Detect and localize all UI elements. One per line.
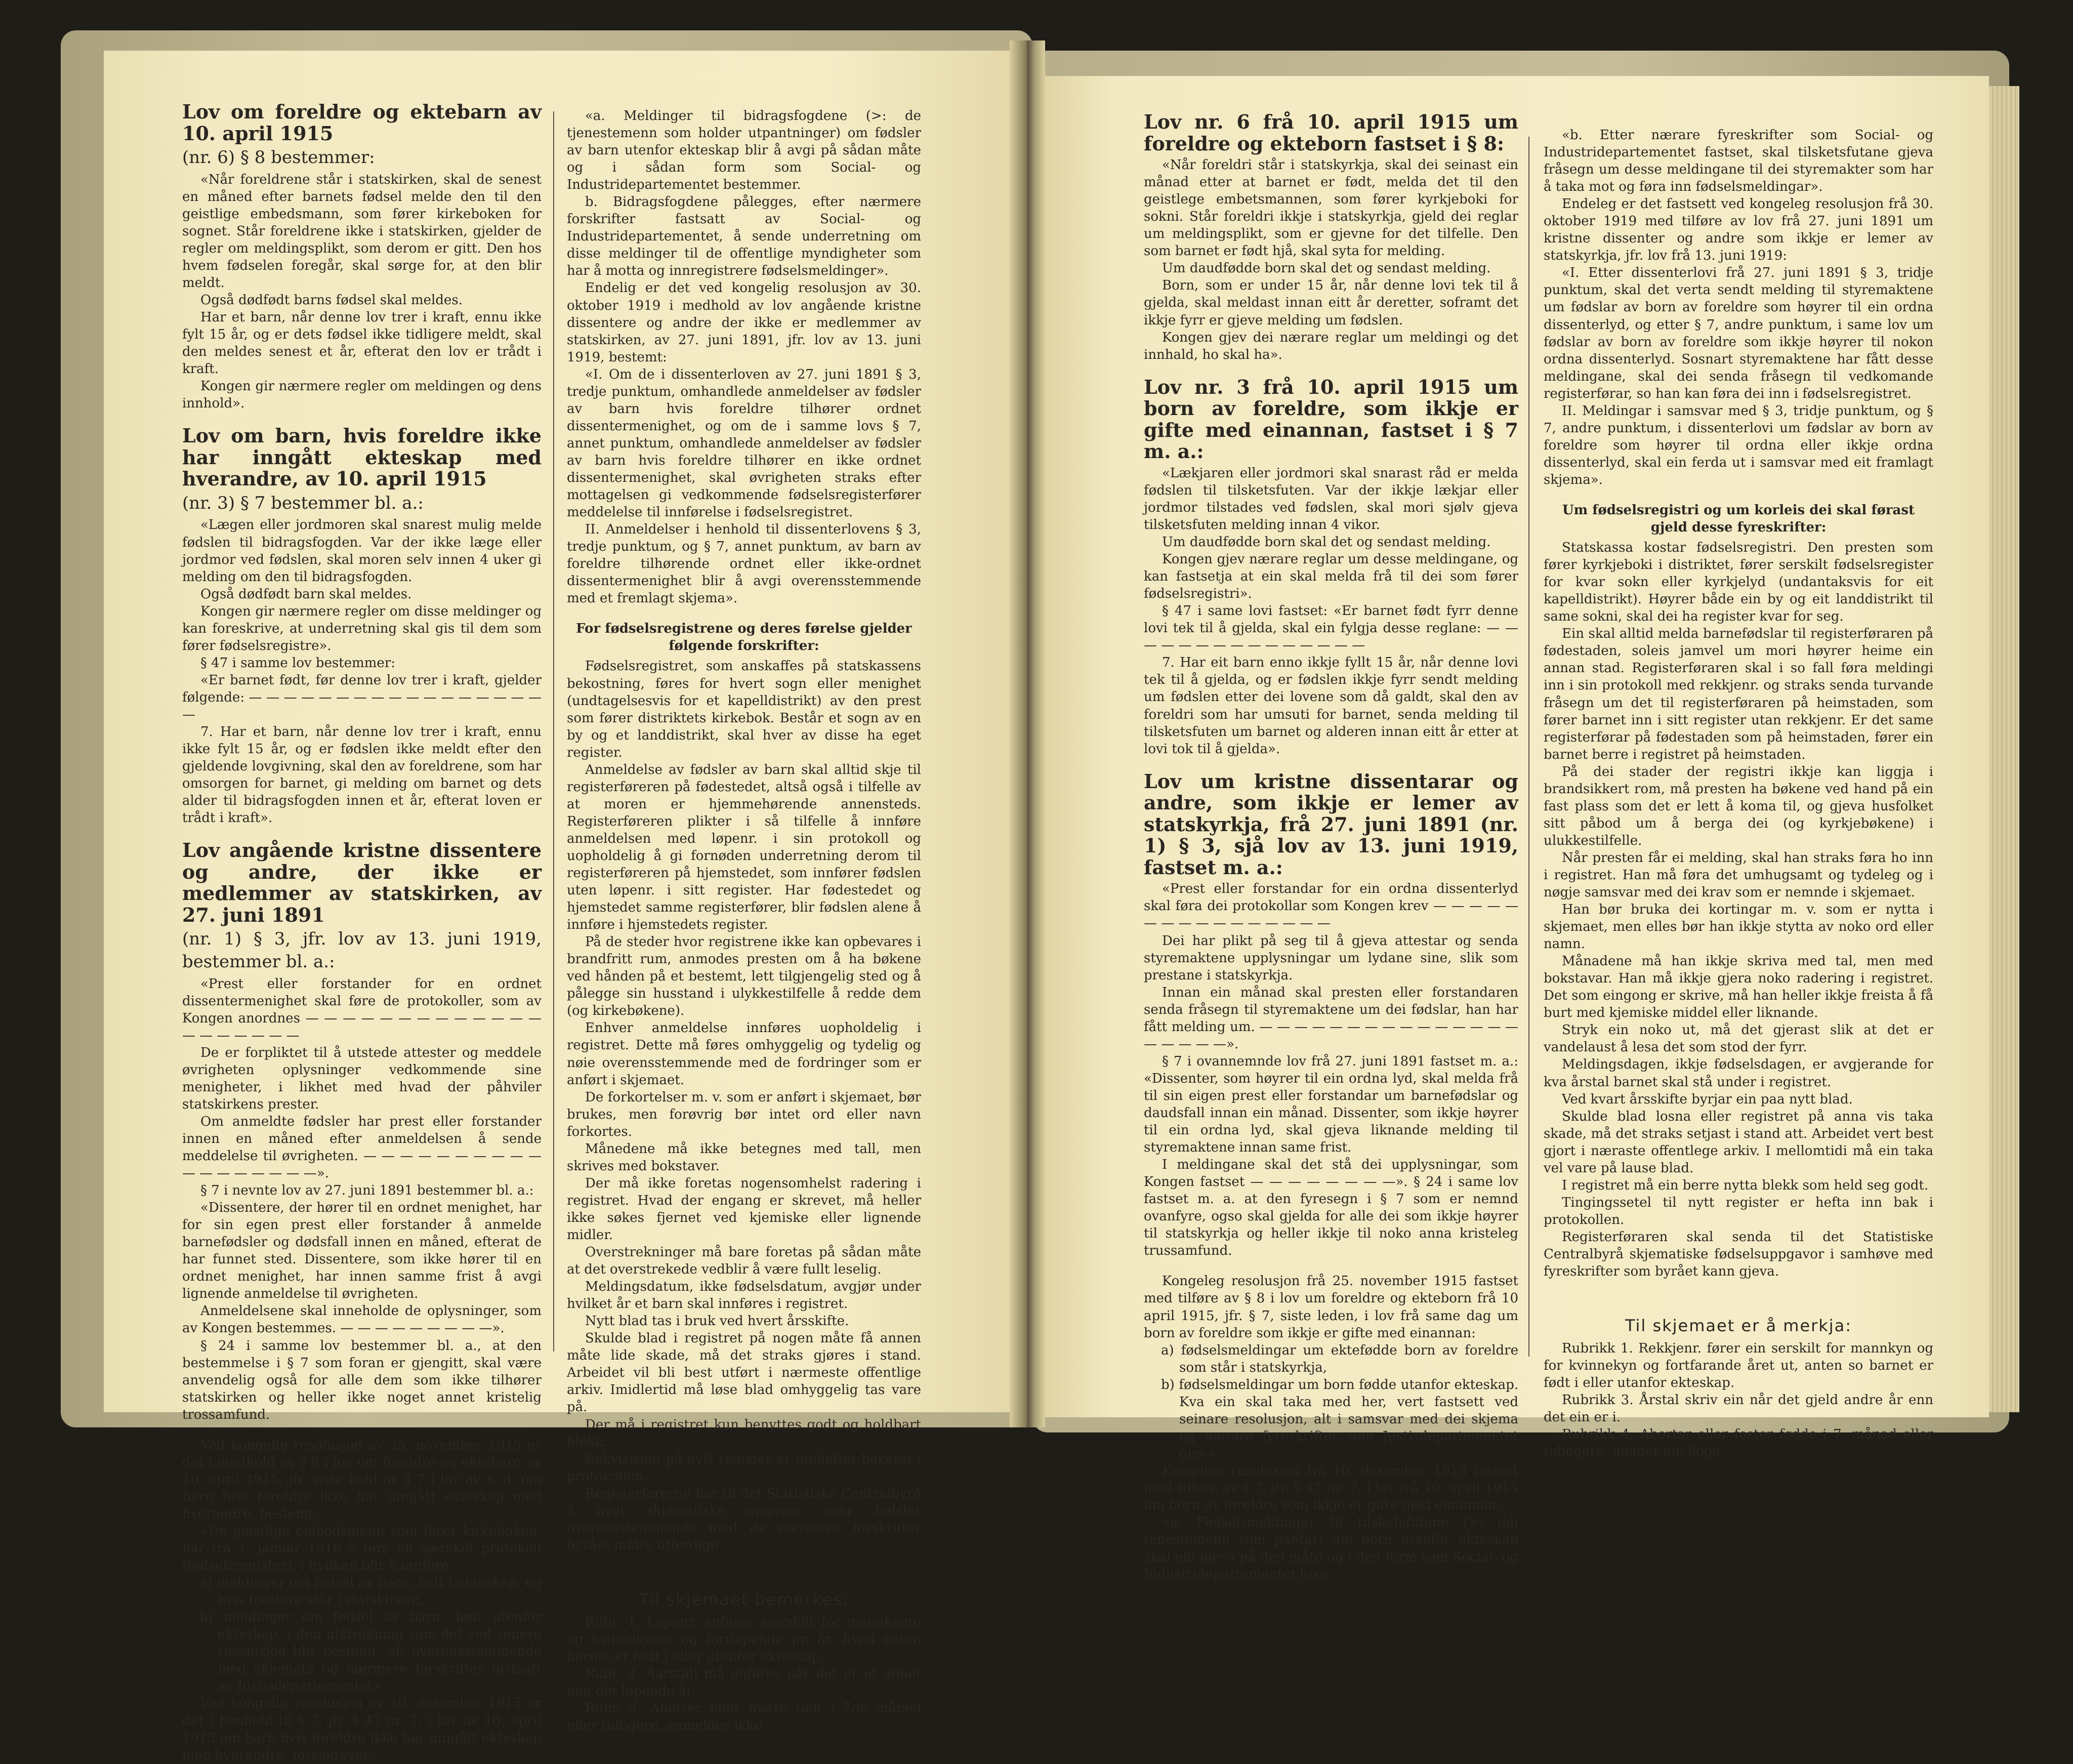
paragraph: «Er barnet født, før denne lov trer i kraft, gjelder følgende: — — — — — — — — — — — — — — — — — — — [182, 672, 542, 722]
paragraph: «Når foreldri står i statskyrkja, skal dei seinast ein månad etter at barnet er født, melda det til den geistlege embetsmannen, som fører kyrkjeboki for sokni. Står foreldri ikkje i statskyrkja, gjeld dei reglar um meldingsplikt, som er gjevne for det tilfelle. Den som barnet er født hjå, skal syta for melding. — [1144, 157, 1518, 259]
paragraph: «Lækjaren eller jordmori skal snarast råd er melda fødslen til tilsketsfuten. Var der ikkje lækjar eller jordmor tilstades ved fødslen, skal mori sjølv gjeva tilsketsfuten melding innan 4 vikor. — [1144, 465, 1518, 532]
paragraph: Der må i registret kun benyttes godt og holdbart blekk. — [567, 1417, 921, 1450]
paragraph: Overstrekninger må bare foretas på sådan måte at det overstrekede vedblir å være fullt leselig. — [567, 1245, 921, 1278]
paragraph: Han bør bruka dei kortingar m. v. som er nytta i skjemaet, men elles bør han ikkje stytta av noko ord eller namn. — [1544, 902, 1933, 952]
right-page-column-1 — [1144, 110, 1518, 1582]
paragraph: Born, som er under 15 år, når denne lovi tek til å gjelda, skal meldast innan eitt år deretter, soframt det ikkje fyrr er gjeve melding um fødslen. — [1144, 278, 1518, 328]
paragraph: § 47 i samme lov bestemmer: — [200, 655, 396, 671]
paragraph: «I. Etter dissenterlovi frå 27. juni 1891 § 3, tridje punktum, skal det verta sendt melding til styremaktene um fødslar av born av foreldre som høyrer til ein ordna dissenterlyd, og etter § 7, andre punktum, i same lov um fødslar av born av foreldre som ikkje høyrer til nokon ordna dissenterlyd. Sosnart styremaktene har fått desse meldingane, skal dei senda fråsegn til vedkomande registerførar, so han kan føra dei inn i fødselsregistret. — [1544, 265, 1933, 401]
paragraph: «a. Meldinger til bidragsfogdene (>: de tjenestemenn som holder utpantninger) om fødsler av barn utenfor ekteskap blir å avgi på sådan måte og i sådan form som Social- og Industridepartementet bestemmer. — [567, 108, 921, 193]
paragraph: Rubr. 4. Aborter eller fostre født i 7de måned eller tidligere, anmeldes ikke. — [567, 1701, 921, 1734]
paragraph: § 7 i ovannemnde lov frå 27. juni 1891 fastset m. a.: «Dissenter, som høyrer til ein ordna lyd, skal melda frå til sin eigen prest eller forstandar um barnefødslar og daudsfall innan ein månad. Dissenter, som ikkje høyrer til ein ordna lyd, skal gjeva liknande melding til styremaktene innan same frist. — [1144, 1053, 1518, 1156]
paragraph: Ved kongelig resolusjon av 10. desember 1915 er det i henhold til § 7, jfr. § 47 nr. 7, i lov av 10. april 1915 om barn hvis foreldre ikke har inngått ekteskap med hverandre, foreskrevet: — [182, 1696, 542, 1763]
paragraph: «I. Om de i dissenterloven av 27. juni 1891 § 3, tredje punktum, omhandlede anmeldelser av fødsler av barn hvis foreldre tilhører ordnet dissentermenighet, og om de i samme lovs § 7, annet punktum, omhandlede anmeldelser av fødsler av barn hvis foreldre tilhører en ikke ordnet dissentermenighet, skal øvrigheten straks efter mottagelsen gi vedkommende fødselsregisterfører meddelelse til innførelse i fødselsregistret. — [567, 366, 921, 520]
paragraph: Rubrikk 3. Årstal skriv ein når det gjeld andre år enn det ein er i. — [1544, 1392, 1933, 1425]
paragraph: Ein skal alltid melda barnefødslar til registerføraren på fødestaden, soleis jamvel um mori høyrer heime ein annan stad. Registerføraren skal i so fall føra meldingi inn i sin protokoll med rekkjenr. og straks senda turvande fråsegn um det til registerføraren på heimstaden, som fører barnet inn i sitt register utan rekkjenr. Er det same registerførar på fødestaden som på heimstaden, fører ein barnet berre i registret på heimstaden. — [1544, 626, 1933, 762]
paragraph: Innan ein månad skal presten eller forstandaren senda fråsegn til styremaktene um dei fødslar, han har fått melding um. — — — — — — — — — — — — — — — — — — — —». — [1144, 984, 1518, 1052]
page-edges — [1989, 86, 2019, 1412]
book-spine-gutter — [1010, 40, 1045, 1427]
left-page-column-2 — [567, 107, 921, 1734]
paragraph: Rubr. 3. Aarstall må anføres når det er et annet enn det løpende år. — [567, 1666, 921, 1699]
paragraph: b. Bidragsfogdene pålegges, efter nærmere forskrifter fastsatt av Social- og Industridepartementet, å sende underretning om disse meldinger til de offentlige myndigheter som har å motta og innregistrere fødselsmeldinger». — [567, 194, 921, 279]
paragraph: Kongeleg resolusjon frå 25. november 1915 fastset med tilføre av § 8 i lov um foreldre og ekteborn frå 10 april 1915, jfr. § 7, siste leden, i lov frå same dag um born av foreldre som ikkje er gifte med einannan: — [1144, 1274, 1518, 1341]
paragraph: Enhver anmeldelse innføres uopholdelig i registret. Dette må føres omhyggelig og tydelig og nøie overensstemmende med de fordringer som er anført i skjemaet. — [567, 1020, 921, 1088]
paragraph: Der må ikke foretas nogensomhelst radering i registret. Hvad der engang er skrevet, må heller ikke søkes fjernet ved kjemiske eller lignende midler. — [567, 1175, 921, 1243]
section-heading: Til skjemaet er å merkja: — [1625, 1316, 1852, 1336]
paragraph: Stryk ein noko ut, må det gjerast slik at det er vandelaust å lesa det som stod der fyrr. — [1544, 1022, 1933, 1055]
paragraph: Registerføraren skal senda til det Statistiske Centralbyrå skjematiske fødselsuppgavor i samhøve med fyreskrifter som byrået kann gjeva. — [1544, 1229, 1933, 1280]
list-item: b) fødselsmeldingar um born fødde utanfor ekteskap. Kva ein skal taka med her, vert fastsett ved seinare resolusjon, alt i samsvar med dei skjema og nærare fyreskrifter som Justisdepartementet gjev». — [1161, 1377, 1518, 1461]
section-subheading: (nr. 6) § 8 bestemmer: — [182, 147, 375, 168]
section-heading: Til skjemaet bemerkes: — [638, 1589, 850, 1609]
section-heading: Lov angående kristne dissentere og andre, der ikke er medlemmer av statskirken, av 27. juni 1891 — [182, 839, 542, 926]
paragraph: Tingingssetel til nytt register er hefta inn bak i protokollen. — [1544, 1195, 1933, 1227]
list-item: b) meldinger om fødsel av barn, født utenfor ekteskap, i den utstrekning som det ved senere resolusjon blir bestemt, alt overensstemmende med skjemata og nærmere forskrifter fastsatt av Justisdepartementet». — [199, 1610, 542, 1694]
paragraph: På dei stader der registri ikkje kan liggja i brandsikkert rom, må presten ha bøkene ved hand på ein fast plass som det er lett å koma til, og gjeva husfolket sitt påbod um å berga dei (og kyrkjebøkene) i ulukkestilfelle. — [1544, 764, 1933, 848]
paragraph: De er forpliktet til å utstede attester og meddele øvrigheten oplysninger vedkommende sine menigheter, i likhet med hvad der påhviler statskirkens prester. — [182, 1045, 542, 1112]
paragraph: Også dødfødt barn skal meldes. — [200, 586, 412, 602]
paragraph: Også dødfødt barns fødsel skal meldes. — [200, 292, 463, 308]
list-item: a) fødselsmeldingar um ektefødde born av foreldre som står i statskyrkja, — [1161, 1342, 1518, 1375]
paragraph: Kongen gjev dei nærare reglar um meldingi og det innhald, ho skal ha». — [1144, 330, 1518, 362]
paragraph: Skulde blad i registret på nogen måte få annen måte lide skade, må det straks gjøres i stand. Arbeidet vil bli best utført i nærmeste offentlige arkiv. Imidlertid må løse blad omhyggelig tas vare på. — [567, 1331, 921, 1415]
left-page — [104, 51, 1015, 1763]
paragraph: Rubrikk 1. Rekkjenr. fører ein serskilt for mannkyn og for kvinnekyn og fortfarande året ut, anten so barnet er født i eller utanfor ekteskap. — [1544, 1341, 1933, 1391]
paragraph: Statskassa kostar fødselsregistri. Den presten som fører kyrkjeboki i distriktet, fører serskilt fødselsregister for kvar sokn eller kyrkjelyd (undantaksvis for eit kapelldistrikt). Høyrer både ein by og eit landdistrikt til same sokni, skal dei ha register kvar for seg. — [1544, 540, 1933, 625]
right-page-column-2 — [1544, 127, 1933, 1460]
paragraph: 7. Har et barn, når denne lov trer i kraft, ennu ikke fylt 15 år, og er fødslen ikke meldt efter den gjeldende lovgivning, skal den av foreldrene, som har omsorgen for barnet, gi melding om barnet og dets alder til bidragsfogden innen et år, efterat loven er trådt i kraft». — [182, 724, 542, 826]
section-heading: Um fødselsregistri og um korleis dei skal førast gjeld desse fyreskrifter: — [1562, 502, 1915, 536]
paragraph: De forkortelser m. v. som er anført i skjemaet, bør brukes, men forøvrig bør intet ord eller navn forkortes. — [567, 1089, 921, 1139]
paragraph: Registerførerne har til det Statistiske Centralbyrå å avgi skjematiske opgaver over fødsler overensstemmende med de nærmere forskrifter byrået måtte utferdige. — [567, 1486, 921, 1553]
section-heading: For fødselsregistrene og deres førelse gjelder følgende forskrifter: — [576, 621, 912, 654]
section-heading: Lov um kristne dissentarar og andre, som ikkje er lemer av statskyrkja, frå 27. juni 1891 (nr. 1) § 3, sjå lov av 13. juni 1919, fastset m. a.: — [1144, 769, 1518, 879]
paragraph: Rubr. 1. Løpenr. anføres særskilt for mannkjønn og kvinnekjønn og fortløpende pr. år, hvad enten barnet er født i eller utenfor ekteskap. — [567, 1614, 921, 1664]
right-page — [1038, 76, 1989, 1582]
paragraph: I registret må ein berre nytta blekk som held seg godt. — [1562, 1177, 1929, 1193]
paragraph: Anmeldelsene skal inneholde de oplysninger, som av Kongen bestemmes. — — — — — — — — —». — [182, 1303, 542, 1336]
section-heading: Lov nr. 6 frå 10. april 1915 um foreldre og ekteborn fastset i § 8: — [1144, 110, 1518, 155]
paragraph: Rekvisisjon på nytt register er innheftet bakerst i protokollen. — [567, 1451, 921, 1484]
section-subheading: (nr. 3) § 7 bestemmer bl. a.: — [182, 493, 424, 513]
paragraph: På de steder hvor registrene ikke kan opbevares i brandfritt rum, anmodes presten om å ha bøkene ved hånden på et bestemt, lett tilgjengelig sted og å pålegge sin husstand i ulykkestilfelle å redde dem (og kirkebøkene). — [567, 934, 921, 1019]
paragraph: «Når foreldrene står i statskirken, skal de senest en måned efter barnets fødsel melde den til den geistlige embedsmann, som fører kirkeboken for sognet. Står foreldrene ikke i statskirken, gjelder de regler om meldingsplikt, som derom er gitt. Den hos hvem fødselen foregår, skal sørge for, at den blir meldt. — [182, 172, 542, 291]
paragraph: Kongen gir nærmere regler om disse meldinger og kan foreskrive, at underretning skal gis til dem som fører fødselsregistre». — [182, 603, 542, 653]
paragraph: Når presten får ei melding, skal han straks føra ho inn i registret. Han må føra det umhugsamt og tydeleg og i nøgje samsvar med dei krav som er nemnde i skjemaet. — [1544, 850, 1933, 900]
paragraph: Om anmeldte fødsler har prest eller forstander innen en måned efter anmeldelsen å sende meddelelse til øvrigheten. — — — — — — — — — — — — — — — — — —». — [182, 1114, 542, 1181]
paragraph: I meldingane skal det stå dei upplysningar, som Kongen fastset — — — — — — — —». § 24 i same lov fastset m. a. at den fyresegn i § 7 som er nemnd ovanfyre, ogso skal gjelda for alle dei som ikkje høyrer til statskyrkja og heller ikkje til noko anna kristeleg trussamfund. — [1144, 1157, 1518, 1259]
paragraph: § 7 i nevnte lov av 27. juni 1891 bestemmer bl. a.: — [200, 1183, 534, 1199]
paragraph: «Prest eller forstandar for ein ordna dissenterlyd skal føra dei protokollar som Kongen krev — — — — — — — — — — — — — — — — — [1144, 881, 1518, 931]
left-page-column-1 — [182, 100, 542, 1763]
paragraph: «b. Etter nærare fyreskrifter som Social- og Industridepartementet fastset, skal tilsketsfutane gjeva fråsegn um desse meldingane til dei styremakter som har å taka mot og føra inn fødselsmeldingar». — [1544, 128, 1933, 195]
section-heading: Lov om foreldre og ektebarn av 10. april 1915 — [182, 100, 542, 145]
paragraph: Meldingsdagen, ikkje fødselsdagen, er avgjerande for kva årstal barnet skal stå under i registret. — [1544, 1057, 1933, 1090]
paragraph: Skulde blad losna eller registret på anna vis taka skade, må det straks setjast i stand att. Arbeidet vert best gjort i næraste offentlege arkiv. I mellomtidi må ein taka vel vare på lause blad. — [1544, 1109, 1933, 1176]
paragraph: Fødselsregistret, som anskaffes på statskassens bekostning, føres for hvert sogn eller menighet (undtagelsesvis for et kapelldistrikt) av den prest som fører distriktets kirkebok. Består et sogn av en by og et landdistrikt, skal hver av disse ha eget register. — [567, 659, 921, 760]
paragraph: § 47 i same lovi fastset: «Er barnet født fyrr denne lovi tek til å gjelda, skal ein fylgja desse reglane: — — — — — — — — — — — — — — — — [1144, 603, 1518, 653]
paragraph: Dei har plikt på seg til å gjeva attestar og senda styremaktene upplysningar um lydane sine, slik som prestane i statskyrkja. — [1144, 933, 1518, 983]
paragraph: Ved kongelig resolusjon av 25. november 1915 er det i medhold av § 8 i lov om foreldre og ektebarn av 10. april 1915, jfr. siste ledd av § 7 i lov av s. d. om barn hvis foreldre ikke har inngått ekteskap med hverandre, bestemt: — [182, 1437, 542, 1522]
paragraph: § 24 i samme lov bestemmer bl. a., at den bestemmelse i § 7 som foran er gjengitt, skal være anvendelig også for alle dem som ikke tilhører statskirken og heller ikke noget annet kristelig trossamfund. — [182, 1338, 542, 1422]
paragraph: Månedene må ikke betegnes med tall, men skrives med bokstaver. — [567, 1141, 921, 1174]
paragraph: «a. Fødselsmeldingar til tilsketsfutane (>: dei tenestemenn som pantar) um born utanfor ekteskap skal ein gjeva på den måte og i den form som Social- og Industridepartementet krev. — [1144, 1515, 1518, 1582]
paragraph: Månadene må han ikkje skriva med tal, men med bokstavar. Han må ikkje gjera noko radering i registret. Det som eingong er skrive, må han heller ikkje freista å få burt med kjemiske middel eller liknande. — [1544, 954, 1933, 1021]
paragraph: «De geistlige embedsmenn som fører kirkeboken, har fra 1. januar 1916 å føre en særskilt protokoll (fødselsregister), i hvilken blir å innføre: — [182, 1524, 542, 1574]
paragraph: Har et barn, når denne lov trer i kraft, ennu ikke fylt 15 år, og er dets fødsel ikke tidligere meldt, skal den meldes senest et år, efterat den lov er trådt i kraft. — [182, 310, 542, 377]
paragraph: Um daudfødde born skal det og sendast melding. — [1162, 535, 1491, 550]
paragraph: Um daudfødde born skal det og sendast melding. — [1162, 261, 1491, 276]
paragraph: 7. Har eit barn enno ikkje fyllt 15 år, når denne lovi tek til å gjelda, og er fødslen ikkje fyrr sendt melding um fødslen etter dei lovene som då galdt, skal den av foreldri som har umsuti for barnet, senda melding til tilsketsfuten um barnet og alderen innan eitt år etter at lovi tok til å gjelda». — [1144, 655, 1518, 757]
list-item: a) meldinger om fødsel av barn, født i ekteskap, og hvis foreldre står i statskirken, — [199, 1575, 542, 1608]
paragraph: Kongen gjev nærare reglar um desse meldingane, og kan fastsetja at ein skal melda frå til dei som fører fødselsregistri». — [1144, 552, 1518, 602]
paragraph: «Dissentere, der hører til en ordnet menighet, har for sin egen prest eller forstander å anmelde barnefødsler og dødsfall innen en måned, efterat de har funnet sted. Dissentere, som ikke hører til en ordnet menighet, har innen samme frist å avgi lignende anmeldelse til øvrigheten. — [182, 1200, 542, 1302]
paragraph: Kongen gir nærmere regler om meldingen og dens innhold». — [182, 379, 542, 412]
paragraph: Nytt blad tas i bruk ved hvert årsskifte. — [585, 1314, 849, 1329]
section-heading: Lov nr. 3 frå 10. april 1915 um born av foreldre, som ikkje er gifte med einannan, fastset i § 7 m. a.: — [1144, 375, 1518, 463]
paragraph: II. Meldingar i samsvar med § 3, tridje punktum, og § 7, andre punktum, i dissenterlovi um fødslar av born av foreldre som høyrer til ordna eller ikkje ordna dissenterlyd, skal ein ferda ut i samsvar med eit framlagt skjema». — [1544, 403, 1933, 487]
column-rule — [1528, 137, 1529, 1357]
paragraph: Endelig er det ved kongelig resolusjon av 30. oktober 1919 i medhold av lov angående kristne dissentere og andre der ikke er medlemmer av statskirken, av 27. juni 1891, jfr. lov av 13. juni 1919, bestemt: — [567, 280, 921, 365]
paragraph: «Lægen eller jordmoren skal snarest mulig melde fødslen til bidragsfogden. Var der ikke læge eller jordmor ved fødslen, skal moren selv innen 4 uker gi melding om den til bidragsfogden. — [182, 517, 542, 585]
paragraph: Kongeleg resolusjon frå 10. desember 1915 fastset med tilføre av § 7, jfr. § 47 nr. 7, i lov frå 10. april 1915 um born av foreldre som ikkje er gifte med einannan: — [1144, 1463, 1518, 1513]
column-rule — [553, 111, 554, 1351]
paragraph: Meldingsdatum, ikke fødselsdatum, avgjør under hvilket år et barn skal innføres i registret. — [567, 1279, 921, 1312]
paragraph: Rubrikk 4. Abortar eller foster fødde i 7. månad eller tidlegare, melder ein ikkje. — [1544, 1427, 1933, 1460]
section-heading: Lov om barn, hvis foreldre ikke har inngått ekteskap med hverandre, av 10. april 1915 — [182, 424, 542, 490]
paragraph: Endeleg er det fastsett ved kongeleg resolusjon frå 30. oktober 1919 med tilføre av lov frå 27. juni 1891 um kristne dissenter og andre som ikkje er lemer av statskyrkja, jfr. lov frå 13. juni 1919: — [1544, 196, 1933, 264]
paragraph: Anmeldelse av fødsler av barn skal alltid skje til registerføreren på fødestedet, altså også i tilfelle av at moren er hjemmehørende annensteds. Registerføreren plikter i så tilfelle å innføre anmeldelsen med løpenr. i sin protokoll og uopholdelig å gi fornøden underretning derom til registerføreren på hjemstedet, som innfører fødslen uten løpenr. i sitt register. Har fødestedet og hjemstedet samme registerfører, blir fødslen alene å innføre i hjemstedets register. — [567, 762, 921, 933]
paragraph: Ved kvart årsskifte byrjar ein paa nytt blad. — [1562, 1091, 1853, 1107]
section-subheading: (nr. 1) § 3, jfr. lov av 13. juni 1919, bestemmer bl. a.: — [182, 929, 542, 972]
paragraph: «Prest eller forstander for en ordnet dissentermenighet skal føre de protokoller, som av Kongen anordnes — — — — — — — — — — — — — — — — — — — — — [182, 976, 542, 1043]
paragraph: II. Anmeldelser i henhold til dissenterlovens § 3, tredje punktum, og § 7, annet punktum, av barn av foreldre tilhørende ordnet eller ikke-ordnet dissentermenighet blir å avgi overensstemmende med et fremlagt skjema». — [567, 522, 921, 606]
